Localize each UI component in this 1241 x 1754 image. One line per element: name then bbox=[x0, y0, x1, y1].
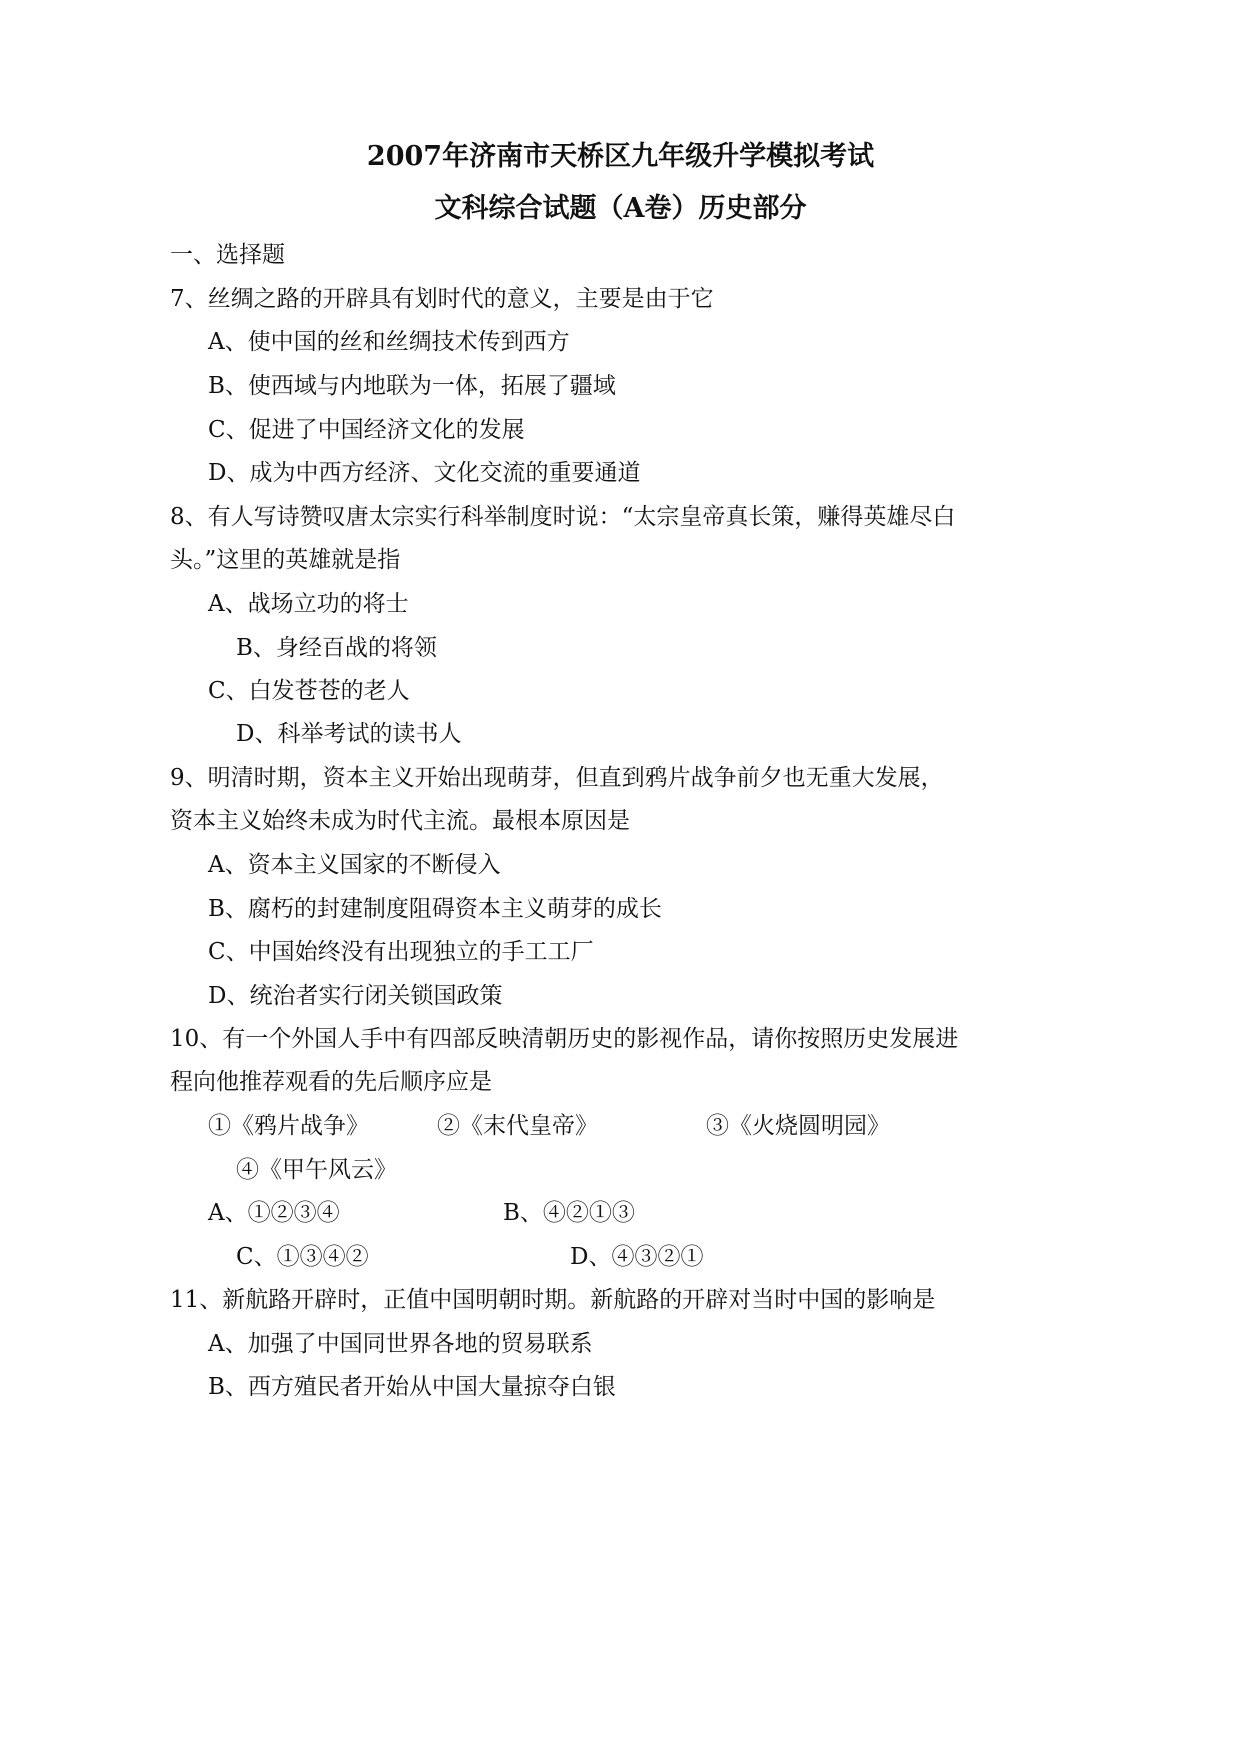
exam-subtitle: 文科综合试题（A卷）历史部分 bbox=[434, 193, 807, 224]
question-stem: 11、新航路开辟时，正值中国明朝时期。新航路的开辟对当时中国的影响是 bbox=[170, 1287, 936, 1313]
work-item-2: ②《末代皇帝》 bbox=[437, 1113, 598, 1139]
question-stem-line-2: 资本主义始终未成为时代主流。最根本原因是 bbox=[170, 808, 630, 834]
option-b: B、腐朽的封建制度阻碍资本主义萌芽的成长 bbox=[208, 896, 662, 922]
option-b: B、使西域与内地联为一体，拓展了疆域 bbox=[208, 373, 616, 399]
option-a: A、战场立功的将士 bbox=[208, 591, 409, 617]
question-stem-line-1: 10、有一个外国人手中有四部反映清朝历史的影视作品，请你按照历史发展进 bbox=[170, 1026, 959, 1052]
option-d: D、④③②① bbox=[570, 1244, 704, 1270]
option-c: C、促进了中国经济文化的发展 bbox=[208, 417, 525, 443]
option-a: A、①②③④ bbox=[208, 1200, 340, 1226]
question-stem-line-1: 9、明清时期，资本主义开始出现萌芽，但直到鸦片战争前夕也无重大发展， bbox=[170, 765, 944, 791]
option-d: D、成为中西方经济、文化交流的重要通道 bbox=[208, 460, 641, 486]
option-c: C、白发苍苍的老人 bbox=[208, 678, 410, 704]
option-b: B、④②①③ bbox=[503, 1200, 635, 1226]
option-b: B、西方殖民者开始从中国大量掠夺白银 bbox=[208, 1374, 616, 1400]
option-c: C、中国始终没有出现独立的手工工厂 bbox=[208, 939, 594, 965]
option-a: A、资本主义国家的不断侵入 bbox=[208, 852, 501, 878]
work-item-1: ①《鸦片战争》 bbox=[208, 1113, 369, 1139]
option-a: A、加强了中国同世界各地的贸易联系 bbox=[208, 1331, 593, 1357]
question-stem-line-1: 8、有人写诗赞叹唐太宗实行科举制度时说：“太宗皇帝真长策，赚得英雄尽白 bbox=[170, 504, 956, 530]
option-d: D、统治者实行闭关锁国政策 bbox=[208, 983, 503, 1009]
section-heading: 一、选择题 bbox=[170, 242, 285, 268]
work-item-4: ④《甲午风云》 bbox=[236, 1157, 397, 1183]
question-stem-line-2: 程向他推荐观看的先后顺序应是 bbox=[170, 1069, 492, 1095]
question-stem-line-2: 头。”这里的英雄就是指 bbox=[170, 547, 401, 573]
question-stem: 7、丝绸之路的开辟具有划时代的意义，主要是由于它 bbox=[170, 286, 714, 312]
exam-title: 2007年济南市天桥区九年级升学模拟考试 bbox=[366, 141, 875, 172]
option-b: B、身经百战的将领 bbox=[236, 635, 437, 661]
work-item-3: ③《火烧圆明园》 bbox=[706, 1113, 890, 1139]
option-a: A、使中国的丝和丝绸技术传到西方 bbox=[208, 329, 570, 355]
option-d: D、科举考试的读书人 bbox=[236, 721, 462, 747]
option-c: C、①③④② bbox=[236, 1244, 369, 1270]
